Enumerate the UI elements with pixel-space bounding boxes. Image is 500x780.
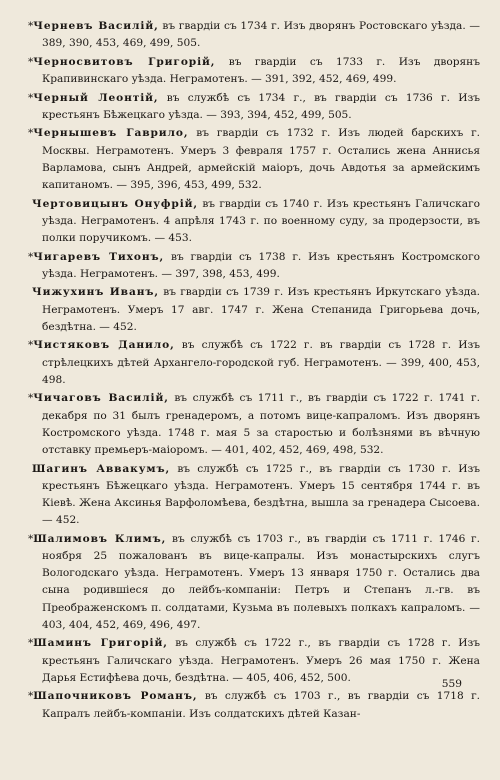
entry-text: въ службѣ съ 1722 г. въ гвардiи съ 1728 г. Изъ стрѣлецкихъ дѣтей Архангело-городской губ. Неграмотенъ. — 399, 400, 453, 498. (42, 339, 480, 386)
entry-name: Шапочниковъ Романъ, (33, 690, 198, 703)
entry (28, 284, 480, 336)
entry-name: Чистяковъ Данило, (33, 339, 175, 352)
entry (28, 249, 480, 283)
entry (28, 390, 480, 459)
entry-star: * (28, 91, 34, 104)
entry (28, 90, 480, 124)
entry-star: * (28, 392, 34, 405)
entry (28, 531, 480, 634)
entry-name: Чижухинъ Иванъ, (32, 286, 159, 299)
entry-text: въ гвардiи съ 1739 г. Изъ крестьянъ Иркутскаго уѣзда. Неграмотенъ. Умеръ 17 авг. 1747 г. Жена Степанида Григорьева дочь, бездѣтна. — 452. (42, 286, 480, 333)
entry (28, 635, 480, 687)
entry-star: * (28, 339, 34, 352)
entry-text: въ гвардiи съ 1734 г. Изъ дворянъ Ростовскаго уѣзда. — 389, 390, 453, 469, 499, 505. (42, 20, 480, 50)
entry-text: въ гвардiи съ 1740 г. Изъ крестьянъ Галичскаго уѣзда. Неграмотенъ. 4 апрѣля 1743 г. по военному суду, за продерзости, въ полки поручикомъ. — 453. (42, 197, 480, 244)
entry-name: Чертовицынъ Онуфрiй, (32, 197, 198, 210)
entry-text: въ гвардiи съ 1732 г. Изъ людей барскихъ г. Москвы. Неграмотенъ. Умеръ 3 февраля 1757 г. Остались жена Аннисья Варламова, сынъ Андрей, армейскiй маiоръ, дочь Авдотья за армейскимъ капитаномъ. — 395, 396, 453, 499, 532. (42, 127, 480, 191)
entry (28, 54, 480, 88)
entry-star: * (28, 250, 34, 263)
entry-star: * (28, 690, 34, 703)
entry (28, 18, 480, 52)
entry-star: * (28, 532, 34, 545)
entry-text: въ гвардiи съ 1733 г. Изъ дворянъ Крапивинскаго уѣзда. Неграмотенъ. — 391, 392, 452, 469, 499. (42, 55, 480, 85)
entry-list (28, 18, 480, 723)
entry-star: * (28, 55, 34, 68)
entry-name: Шалимовъ Климъ, (33, 532, 167, 545)
entry-star: * (28, 637, 34, 650)
entry-text: въ службѣ съ 1734 г., въ гвардiи съ 1736 г. Изъ крестьянъ Бѣжецкаго уѣзда. — 393, 394, 452, 499, 505. (42, 91, 480, 121)
entry-text: въ службѣ съ 1711 г., въ гвардiи съ 1722 г. 1741 г. декабря по 31 былъ гренадеромъ, а потомъ вице-капраломъ. Изъ дворянъ Костромского уѣзда. 1748 г. мая 5 за старостью и болѣзнями въ вѣчную отставку премьеръ-маiоромъ. — 401, 402, 452, 469, 498, 532. (42, 392, 480, 456)
entry-star: * (28, 20, 34, 32)
entry-text: въ службѣ съ 1725 г., въ гвардiи съ 1730 г. Изъ крестьянъ Бѣжецкаго уѣзда. Неграмотенъ. Умеръ 15 сентября 1744 г. въ Кiевѣ. Жена Аксинья Варфоломѣева, бездѣтна, вышла за гренадера Сысоева. — 452. (42, 462, 481, 527)
entry-text: въ службѣ съ 1703 г., въ гвардiи съ 1718 г. Капралъ лейбъ-компанiи. Изъ солдатскихъ дѣтей Казан- (42, 690, 480, 720)
entry-star: * (28, 127, 34, 140)
entry-name: Чернышевъ Гаврило, (33, 127, 189, 140)
entry-text: въ службѣ съ 1703 г., въ гвардiи съ 1711 г. 1746 г. ноября 25 пожалованъ въ вице-капралы. Изъ монастырскихъ слугъ Вологодскаго уѣзда. Неграмотенъ. Умеръ 13 января 1750 г. Остались два сына родившiеся до лейбъ-компанiи: Петръ и Степанъ л.-гв. въ Преображенскомъ п. солдатами, Кузьма въ полевыхъ полкахъ капраломъ. — 403, 404, 452, 469, 496, 497. (42, 532, 480, 631)
entry (28, 688, 480, 722)
entry (28, 337, 480, 389)
entry-text: въ службѣ съ 1722 г., въ гвардiи съ 1728 г. Изъ крестьянъ Галичскаго уѣзда. Неграмотенъ. Умеръ 26 мая 1750 г. Жена Дарья Естифѣева дочь, бездѣтна. — 405, 406, 452, 500. (42, 637, 480, 684)
entry-name: Шагинъ Аввакумъ, (32, 462, 171, 475)
entry-name: Черневъ Василiй, (33, 20, 159, 32)
entry-name: Черный Леонтiй, (33, 91, 159, 104)
entry-name: Чигаревъ Тихонъ, (33, 250, 165, 263)
entry (28, 125, 480, 194)
entry-name: Чичаговъ Василiй, (33, 392, 169, 405)
entry (28, 196, 480, 248)
entry-name: Шаминъ Григорiй, (33, 637, 168, 650)
entry (28, 461, 480, 530)
entry-text: въ гвардiи съ 1738 г. Изъ крестьянъ Костромского уѣзда. Неграмотенъ. — 397, 398, 453, 499. (42, 250, 480, 280)
page-number: 559 (441, 678, 462, 690)
entry-name: Черносвитовъ Григорiй, (33, 55, 216, 68)
